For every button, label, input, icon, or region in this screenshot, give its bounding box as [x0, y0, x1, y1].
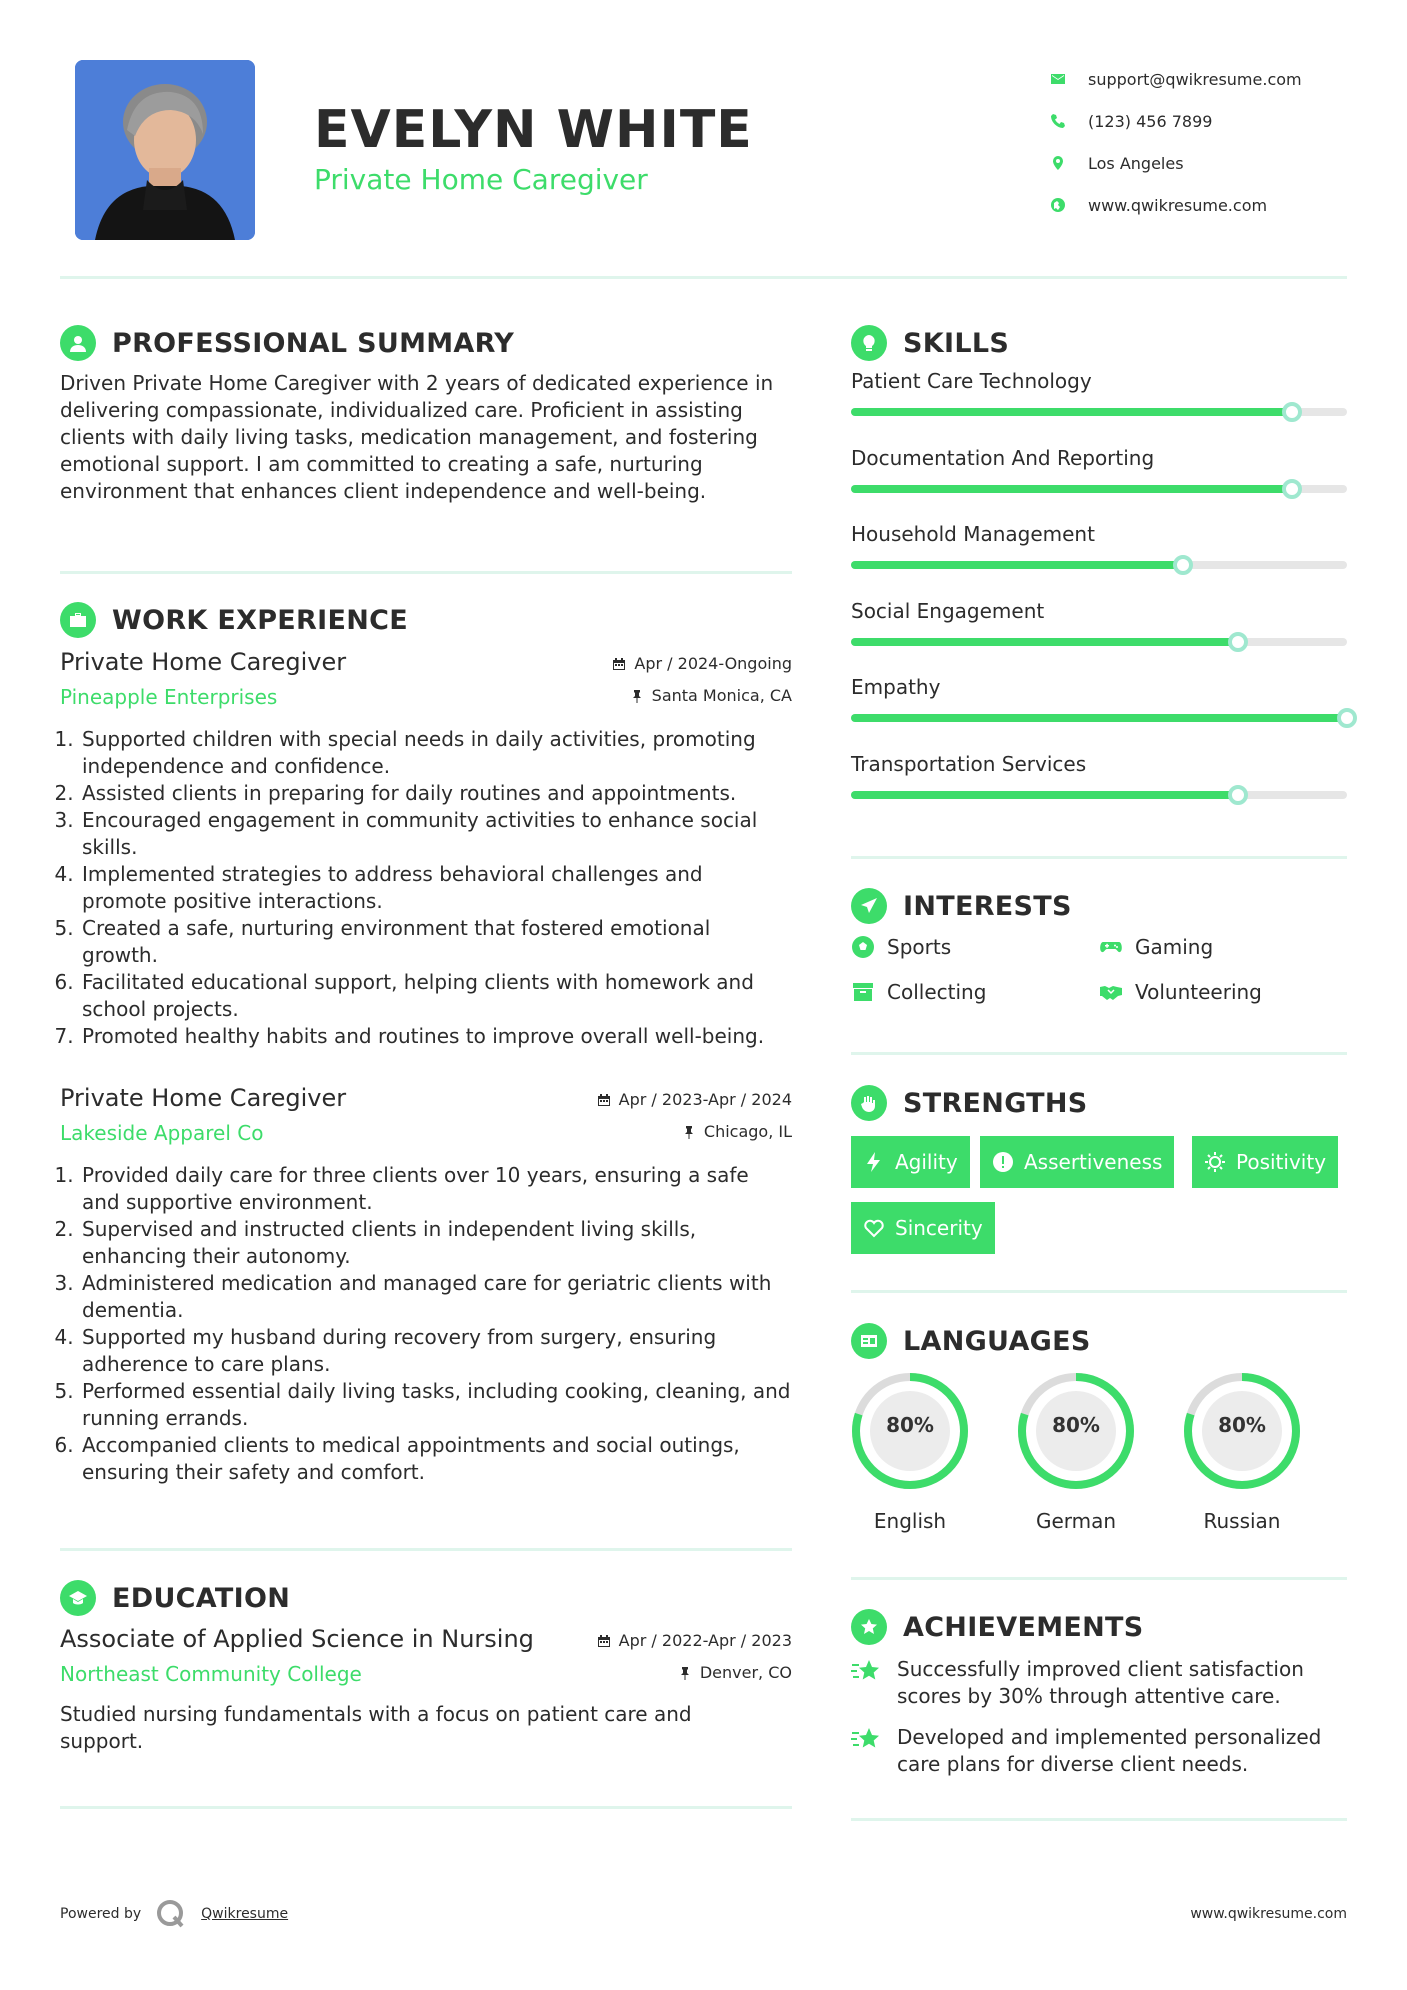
job-location-text: Chicago, IL — [703, 1122, 792, 1141]
gamepad-icon — [1099, 935, 1123, 959]
skill-item — [851, 522, 1347, 598]
job-entry-1 — [60, 648, 792, 1050]
job-date — [612, 654, 792, 673]
globe-icon — [1050, 197, 1088, 213]
job-location-text: Santa Monica, CA — [651, 686, 792, 705]
phone-icon — [1050, 113, 1088, 129]
language-name: English — [873, 1509, 947, 1533]
summary-heading — [60, 325, 514, 361]
lightbulb-icon — [851, 325, 887, 361]
work-heading — [60, 602, 408, 638]
contact-list — [1050, 58, 1350, 226]
interest-volunteering — [1099, 980, 1262, 1004]
skill-item — [851, 369, 1347, 445]
exclamation-circle-icon — [992, 1151, 1014, 1173]
achievement-text: Developed and implemented personalized care plans for diverse client needs. — [897, 1725, 1322, 1776]
powered-by-text: Powered by — [60, 1906, 142, 1922]
portrait-image — [75, 60, 255, 240]
skill-name: Transportation Services — [851, 751, 1087, 776]
languages-divider — [851, 1577, 1347, 1580]
education-entry — [60, 1625, 792, 1755]
education-description: Studied nursing fundamentals with a focus on patient care and support. — [60, 1702, 692, 1753]
mail-icon — [1050, 71, 1088, 87]
job-bullets — [60, 726, 792, 1050]
summary-title: PROFESSIONAL SUMMARY — [112, 327, 515, 359]
education-date — [597, 1631, 792, 1650]
strength-agility — [851, 1136, 970, 1188]
job-bullet: 2. Supervised and instructed clients in independent living skills, enhancing their autonomy. — [80, 1216, 792, 1270]
job-entry-2 — [60, 1084, 792, 1486]
education-date-text: Apr / 2022-Apr / 2023 — [618, 1631, 792, 1650]
skill-bar-knob — [1173, 555, 1193, 575]
brand-link[interactable]: Qwikresume — [201, 1906, 289, 1922]
skill-bar-knob — [1337, 708, 1357, 728]
languages-title: LANGUAGES — [903, 1325, 1091, 1357]
language-percent: 80% — [1052, 1413, 1100, 1437]
job-title: Private Home Caregiver — [60, 648, 347, 676]
paper-plane-icon — [851, 888, 887, 924]
skill-name: Social Engagement — [851, 598, 1045, 623]
strength-label: Assertiveness — [1024, 1150, 1163, 1174]
handshake-icon — [1099, 980, 1123, 1004]
star-icon — [851, 1724, 881, 1754]
soccer-ball-icon — [851, 935, 875, 959]
qwikresume-logo-icon — [155, 1898, 187, 1930]
skill-name: Documentation And Reporting — [851, 445, 1155, 470]
skills-divider — [851, 856, 1347, 859]
language-percent: 80% — [886, 1413, 934, 1437]
user-icon — [60, 325, 96, 361]
interests-title: INTERESTS — [903, 890, 1072, 922]
contact-phone-text: (123) 456 7899 — [1088, 111, 1213, 131]
achievement-item — [851, 1656, 1351, 1710]
footer-website[interactable]: www.qwikresume.com — [1190, 1906, 1347, 1922]
skill-name: Patient Care Technology — [851, 369, 1092, 393]
skill-bar-track — [851, 485, 1347, 493]
job-bullet: 4. Supported my husband during recovery from surgery, ensuring adherence to care plans. — [80, 1324, 792, 1378]
job-date-text: Apr / 2023-Apr / 2024 — [618, 1090, 792, 1109]
strength-assertiveness — [980, 1136, 1174, 1188]
contact-email[interactable] — [1050, 58, 1350, 100]
language-card-icon — [851, 1323, 887, 1359]
work-divider — [60, 1548, 792, 1551]
strength-label: Sincerity — [895, 1216, 983, 1240]
education-title: EDUCATION — [112, 1582, 291, 1614]
job-bullet: 4. Implemented strategies to address behavioral challenges and promote positive interactions. — [80, 861, 792, 915]
pin-icon — [630, 689, 644, 703]
skill-bar-knob — [1282, 402, 1302, 422]
languages-heading — [851, 1323, 1091, 1359]
header-divider — [60, 276, 1347, 279]
job-bullet: 7. Promoted healthy habits and routines to improve overall well-being. — [80, 1023, 792, 1050]
skill-bar-fill — [851, 791, 1238, 799]
strengths-divider — [851, 1290, 1347, 1293]
skill-name: Empathy — [851, 675, 941, 699]
candidate-name: EVELYN WHITE — [314, 100, 753, 160]
skill-bar-fill — [851, 408, 1292, 416]
skill-item — [851, 752, 1347, 828]
job-company: Pineapple Enterprises — [60, 685, 278, 709]
hand-icon — [851, 1085, 887, 1121]
strengths-heading — [851, 1085, 1088, 1121]
achievement-item — [851, 1724, 1351, 1778]
education-location — [678, 1663, 792, 1682]
contact-website-text: www.qwikresume.com — [1088, 195, 1268, 215]
language-percent: 80% — [1218, 1413, 1266, 1437]
job-bullet: 6. Accompanied clients to medical appointments and social outings, ensuring their safety and comfort. — [80, 1432, 792, 1486]
skill-bar-track — [851, 408, 1347, 416]
skill-bar-track — [851, 791, 1347, 799]
strength-positivity — [1192, 1136, 1338, 1188]
job-location — [630, 686, 792, 705]
interest-sports — [851, 935, 951, 959]
graduation-icon — [60, 1580, 96, 1616]
summary-divider — [60, 571, 792, 574]
skill-bar-track — [851, 561, 1347, 569]
skill-bar-fill — [851, 638, 1238, 646]
pin-icon — [678, 1666, 692, 1680]
skill-name: Household Management — [851, 522, 1095, 546]
achievements-heading — [851, 1609, 1144, 1645]
star-icon — [851, 1656, 881, 1686]
job-bullet: 6. Facilitated educational support, helping clients with homework and school projects. — [80, 969, 792, 1023]
footer-powered — [60, 1898, 288, 1930]
degree-title: Associate of Applied Science in Nursing — [60, 1625, 534, 1653]
archive-box-icon — [851, 980, 875, 1004]
sun-icon — [1204, 1151, 1226, 1173]
contact-email-text: support@qwikresume.com — [1088, 69, 1302, 89]
skill-bar-fill — [851, 485, 1292, 493]
skills-title: SKILLS — [903, 327, 1010, 359]
work-title: WORK EXPERIENCE — [112, 604, 408, 636]
job-bullet: 5. Created a safe, nurturing environment that fostered emotional growth. — [80, 915, 792, 969]
skills-heading — [851, 325, 1009, 361]
language-name: German — [1035, 1509, 1117, 1533]
skill-bar-knob — [1228, 785, 1248, 805]
language-name: Russian — [1203, 1509, 1281, 1533]
skill-bar-track — [851, 638, 1347, 646]
pin-icon — [682, 1125, 696, 1139]
education-heading — [60, 1580, 290, 1616]
language-item — [1180, 1369, 1304, 1533]
candidate-role: Private Home Caregiver — [314, 163, 648, 196]
achievements-divider — [851, 1818, 1347, 1821]
star-badge-icon — [851, 1609, 887, 1645]
strength-label: Agility — [895, 1150, 958, 1174]
job-bullets — [60, 1162, 792, 1486]
skill-item — [851, 599, 1347, 675]
skill-bar-knob — [1228, 632, 1248, 652]
contact-location-text: Los Angeles — [1088, 153, 1184, 173]
calendar-icon — [597, 1093, 611, 1107]
interest-label: Collecting — [887, 980, 987, 1004]
calendar-icon — [597, 1634, 611, 1648]
job-title: Private Home Caregiver — [60, 1084, 347, 1112]
job-bullet: 3. Administered medication and managed care for geriatric clients with dementia. — [80, 1270, 792, 1324]
interest-collecting — [851, 980, 986, 1004]
skill-bar-track — [851, 714, 1347, 722]
skill-bar-knob — [1282, 479, 1302, 499]
interest-label: Volunteering — [1135, 980, 1262, 1004]
skill-item — [851, 446, 1347, 522]
skill-item — [851, 675, 1347, 751]
strengths-title: STRENGTHS — [903, 1087, 1088, 1119]
skill-bar-fill — [851, 561, 1183, 569]
job-date-text: Apr / 2024-Ongoing — [634, 654, 792, 673]
profile-photo — [75, 60, 255, 240]
heart-icon — [863, 1217, 885, 1239]
briefcase-icon — [60, 602, 96, 638]
strength-sincerity — [851, 1202, 995, 1254]
achievements-title: ACHIEVEMENTS — [903, 1611, 1144, 1643]
school-name: Northeast Community College — [60, 1662, 362, 1686]
skill-bar-fill — [851, 714, 1347, 722]
interest-gaming — [1099, 935, 1213, 959]
language-item — [1014, 1369, 1138, 1533]
job-bullet: 1. Provided daily care for three clients over 10 years, ensuring a safe and supportive environment. — [80, 1162, 792, 1216]
calendar-icon — [612, 657, 626, 671]
job-date — [597, 1090, 792, 1109]
summary-text: Driven Private Home Caregiver with 2 years of dedicated experience in delivering compassionate, individualized care. Proficient in assisting clients with daily living tasks, medication management, and fostering emotional support. I am committed to creating a safe, nurturing environment that enhances client independence and well-being. — [60, 371, 774, 503]
job-bullet: 1. Supported children with special needs in daily activities, promoting independence and confidence. — [80, 726, 792, 780]
job-bullet: 3. Encouraged engagement in community activities to enhance social skills. — [80, 807, 792, 861]
job-company: Lakeside Apparel Co — [60, 1121, 264, 1145]
bolt-icon — [863, 1151, 885, 1173]
contact-website[interactable] — [1050, 184, 1350, 226]
education-location-text: Denver, CO — [699, 1663, 792, 1682]
interest-label: Gaming — [1135, 935, 1214, 959]
language-item — [848, 1369, 972, 1533]
achievement-text: Successfully improved client satisfaction scores by 30% through attentive care. — [897, 1657, 1304, 1708]
job-location — [682, 1122, 792, 1141]
job-bullet: 2. Assisted clients in preparing for daily routines and appointments. — [80, 780, 792, 807]
education-divider — [60, 1806, 792, 1809]
strength-label: Positivity — [1236, 1150, 1327, 1174]
interest-label: Sports — [887, 935, 952, 959]
contact-phone[interactable] — [1050, 100, 1350, 142]
location-icon — [1050, 155, 1088, 171]
contact-location — [1050, 142, 1350, 184]
interests-divider — [851, 1052, 1347, 1055]
job-bullet: 5. Performed essential daily living tasks, including cooking, cleaning, and running errands. — [80, 1378, 792, 1432]
interests-heading — [851, 888, 1072, 924]
